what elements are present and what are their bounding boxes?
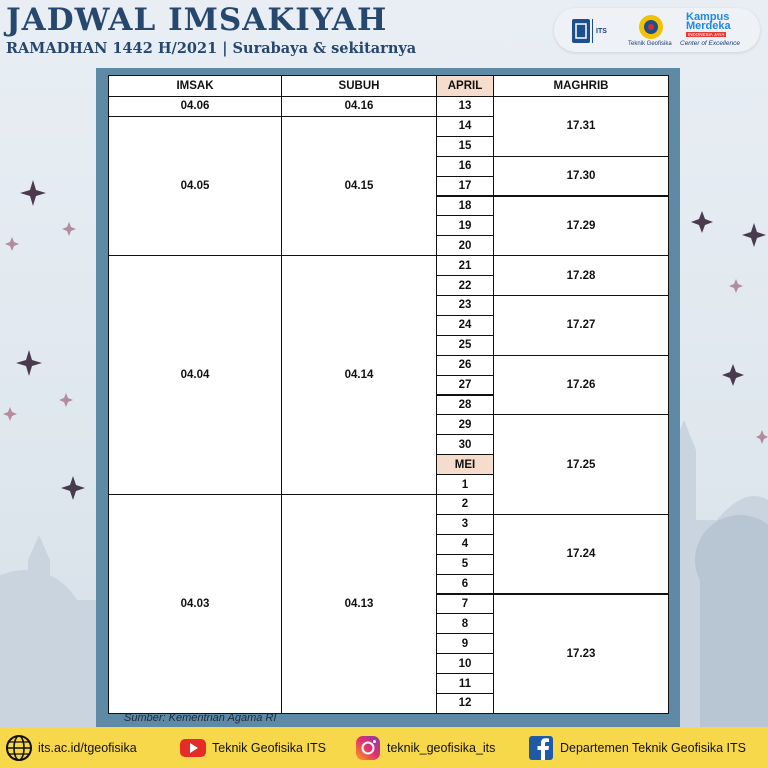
day-cell: 11 [436, 673, 494, 694]
subuh-cell: 04.16 [281, 96, 437, 117]
header-month-april: APRIL [436, 75, 494, 97]
instagram-icon [355, 735, 381, 761]
maghrib-cell: 17.28 [493, 255, 669, 296]
day-cell: 25 [436, 335, 494, 356]
its-logo-icon [572, 18, 618, 44]
star-icon [729, 279, 743, 293]
footer-instagram-label: teknik_geofisika_its [387, 740, 496, 755]
imsak-cell: 04.05 [108, 116, 282, 256]
header-subuh: SUBUH [281, 75, 437, 97]
star-icon [20, 180, 46, 206]
day-cell: 26 [436, 355, 494, 376]
day-cell: 17 [436, 176, 494, 197]
header-maghrib: MAGHRIB [493, 75, 669, 97]
month-label-mei: MEI [436, 454, 494, 475]
day-cell: 18 [436, 196, 494, 217]
star-icon [756, 430, 768, 444]
day-cell: 23 [436, 295, 494, 316]
footer-youtube[interactable] [180, 727, 326, 768]
day-cell: 3 [436, 514, 494, 535]
footer-facebook-label: Departemen Teknik Geofisika ITS [560, 740, 746, 755]
day-cell: 27 [436, 375, 494, 396]
maghrib-cell: 17.27 [493, 295, 669, 356]
its-logo-label: ITS [596, 28, 607, 35]
imsak-cell: 04.04 [108, 255, 282, 495]
maghrib-cell: 17.24 [493, 514, 669, 595]
subuh-cell: 04.13 [281, 494, 437, 714]
imsak-cell: 04.03 [108, 494, 282, 714]
footer-website[interactable] [6, 727, 137, 768]
star-icon [62, 222, 76, 236]
header-imsak: IMSAK [108, 75, 282, 97]
maghrib-cell: 17.30 [493, 156, 669, 197]
star-icon [691, 211, 713, 233]
source-note: Sumber: Kementrian Agama RI [124, 712, 277, 724]
day-cell: 28 [436, 395, 494, 416]
day-cell: 10 [436, 653, 494, 674]
star-icon [3, 407, 17, 421]
kampus-merdeka-logo: Kampus Merdeka INDONESIA JAYA Center of Excellence [680, 11, 740, 47]
day-cell: 16 [436, 156, 494, 177]
teknik-geofisika-logo-label: Teknik Geofisika [628, 41, 672, 47]
day-cell: 14 [436, 116, 494, 137]
day-cell: 30 [436, 434, 494, 455]
day-cell: 15 [436, 136, 494, 157]
youtube-icon [180, 735, 206, 761]
day-cell: 20 [436, 235, 494, 256]
page-title: JADWAL IMSAKIYAH [6, 2, 388, 38]
footer-youtube-label: Teknik Geofisika ITS [212, 740, 326, 755]
day-cell: 1 [436, 474, 494, 495]
star-icon [16, 350, 42, 376]
day-cell: 19 [436, 215, 494, 236]
star-icon [61, 476, 85, 500]
partner-logos [554, 8, 760, 52]
day-cell: 8 [436, 613, 494, 634]
subuh-cell: 04.15 [281, 116, 437, 256]
day-cell: 2 [436, 494, 494, 515]
day-cell: 13 [436, 96, 494, 117]
imsak-cell: 04.06 [108, 96, 282, 117]
day-cell: 21 [436, 255, 494, 276]
footer-facebook[interactable] [528, 727, 746, 768]
footer-instagram[interactable] [355, 727, 495, 768]
page-subtitle: RAMADHAN 1442 H/2021 | Surabaya & sekitarnya [6, 40, 417, 57]
maghrib-cell: 17.25 [493, 414, 669, 515]
imsakiyah-table [108, 75, 669, 712]
footer-website-label: its.ac.id/tgeofisika [38, 740, 137, 755]
maghrib-cell: 17.31 [493, 96, 669, 157]
day-cell: 29 [436, 414, 494, 435]
day-cell: 7 [436, 594, 494, 615]
maghrib-cell: 17.26 [493, 355, 669, 416]
star-icon [5, 237, 19, 251]
subuh-cell: 04.14 [281, 255, 437, 495]
star-icon [722, 364, 744, 386]
day-cell: 5 [436, 554, 494, 575]
maghrib-cell: 17.29 [493, 196, 669, 257]
day-cell: 4 [436, 534, 494, 555]
star-icon [59, 393, 73, 407]
footer-bar [0, 727, 768, 768]
day-cell: 9 [436, 633, 494, 654]
day-cell: 6 [436, 574, 494, 595]
globe-icon [6, 735, 32, 761]
maghrib-cell: 17.23 [493, 594, 669, 714]
day-cell: 22 [436, 275, 494, 296]
day-cell: 24 [436, 315, 494, 336]
star-icon [742, 223, 766, 247]
day-cell: 12 [436, 693, 494, 714]
facebook-icon [528, 735, 554, 761]
